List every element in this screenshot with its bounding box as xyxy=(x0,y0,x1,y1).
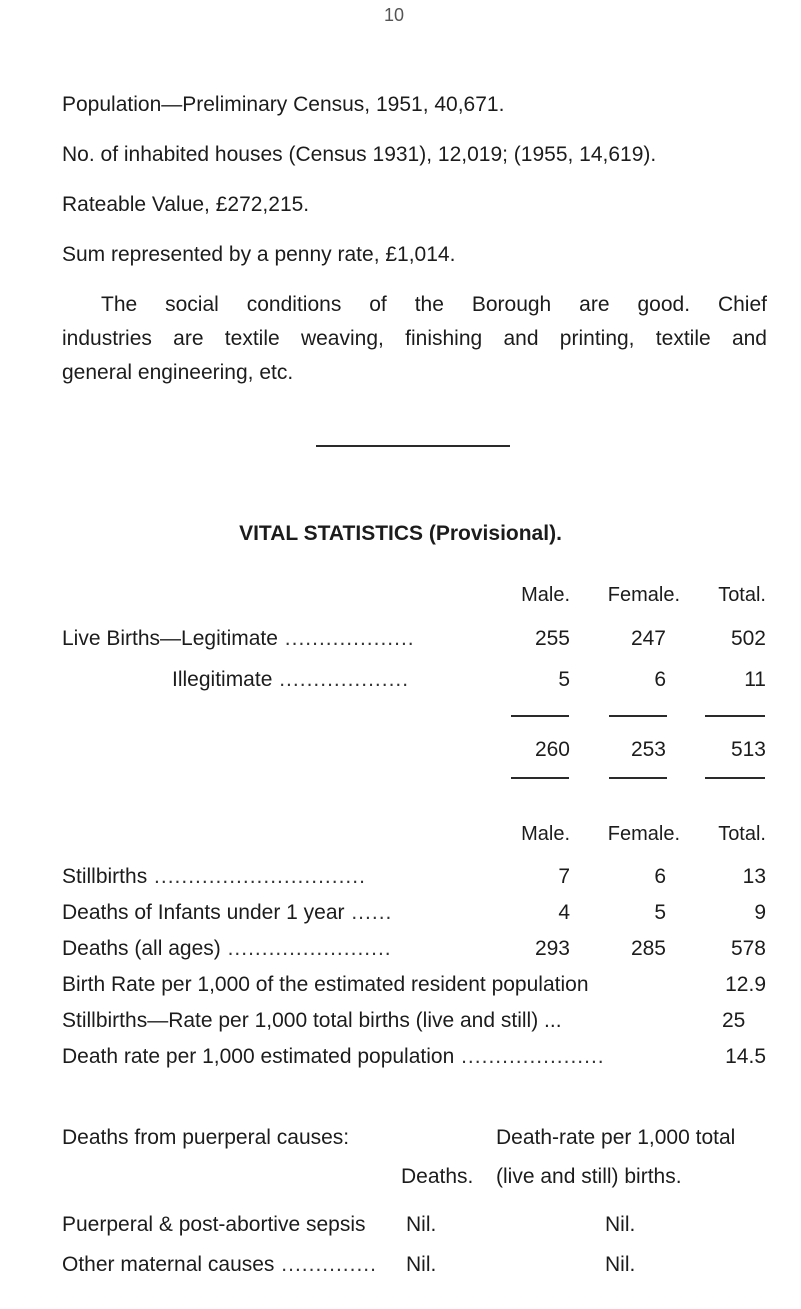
sum-rule-total-bottom xyxy=(705,777,765,779)
illegitimate-male: 5 xyxy=(558,668,570,691)
all-deaths-female: 285 xyxy=(630,937,666,960)
sum-rule-male-bottom xyxy=(511,777,569,779)
death-rate-label: Death rate per 1,000 estimated population ..................... xyxy=(62,1045,605,1068)
vital-statistics-title: VITAL STATISTICS (Provisional). xyxy=(239,522,562,545)
illegitimate-female: 6 xyxy=(654,668,666,691)
sepsis-deaths: Nil. xyxy=(406,1213,437,1236)
births-total-male: 260 xyxy=(534,738,570,761)
infant-deaths-total: 9 xyxy=(754,901,766,924)
infant-deaths-female: 5 xyxy=(654,901,666,924)
rateable-value-line: Rateable Value, £272,215. xyxy=(62,193,310,216)
header-female: Female. xyxy=(607,584,680,606)
stillbirths-total: 13 xyxy=(742,865,766,888)
all-deaths-total: 578 xyxy=(730,937,766,960)
houses-line: No. of inhabited houses (Census 1931), 12,019; (1955, 14,619). xyxy=(62,143,657,166)
births-total-total: 513 xyxy=(730,738,766,761)
header-male: Male. xyxy=(521,584,570,606)
illegitimate-label: Illegitimate ................... xyxy=(172,668,410,691)
social-conditions-line-1: The social conditions of the Borough are good. Chief xyxy=(101,293,767,316)
puerperal-rate-heading-1: Death-rate per 1,000 total xyxy=(496,1126,736,1149)
stillbirth-rate-label: Stillbirths—Rate per 1,000 total births (live and still) ... xyxy=(62,1009,562,1032)
sum-rule-female-bottom xyxy=(609,777,667,779)
population-line: Population—Preliminary Census, 1951, 40,671. xyxy=(62,93,505,116)
stillbirths-label: Stillbirths ............................... xyxy=(62,865,366,888)
sepsis-label: Puerperal & post-abortive sepsis xyxy=(62,1213,366,1236)
illegitimate-total: 11 xyxy=(744,668,766,691)
birth-rate-value: 12.9 xyxy=(725,973,766,996)
other-maternal-rate: Nil. xyxy=(605,1253,636,1276)
live-births-legitimate-label: Live Births—Legitimate ................... xyxy=(62,627,415,650)
header-total-2: Total. xyxy=(718,823,766,845)
birth-rate-label: Birth Rate per 1,000 of the estimated resident population xyxy=(62,973,589,996)
other-maternal-label: Other maternal causes .............. xyxy=(62,1253,377,1276)
penny-rate-line: Sum represented by a penny rate, £1,014. xyxy=(62,243,456,266)
puerperal-deaths-heading: Deaths. xyxy=(401,1165,474,1188)
sum-rule-female-top xyxy=(609,715,667,717)
stillbirths-female: 6 xyxy=(654,865,666,888)
stillbirths-male: 7 xyxy=(558,865,570,888)
other-maternal-deaths: Nil. xyxy=(406,1253,437,1276)
puerperal-heading: Deaths from puerperal causes: xyxy=(62,1126,350,1149)
social-conditions-line-2: industries are textile weaving, finishing and printing, textile and xyxy=(62,327,767,350)
death-rate-value: 14.5 xyxy=(725,1045,766,1068)
sepsis-rate: Nil. xyxy=(605,1213,636,1236)
infant-deaths-male: 4 xyxy=(558,901,570,924)
births-total-female: 253 xyxy=(630,738,666,761)
page-number: 10 xyxy=(384,5,405,25)
sum-rule-total-top xyxy=(705,715,765,717)
header-total: Total. xyxy=(718,584,766,606)
infant-deaths-label: Deaths of Infants under 1 year ...... xyxy=(62,901,393,924)
stillbirth-rate-value: 25 xyxy=(722,1009,746,1032)
social-conditions-line-3: general engineering, etc. xyxy=(62,361,294,384)
section-divider xyxy=(316,445,510,447)
all-deaths-male: 293 xyxy=(534,937,570,960)
legitimate-female: 247 xyxy=(630,627,666,650)
puerperal-rate-heading-2: (live and still) births. xyxy=(496,1165,682,1188)
header-male-2: Male. xyxy=(521,823,570,845)
legitimate-male: 255 xyxy=(534,627,570,650)
sum-rule-male-top xyxy=(511,715,569,717)
all-deaths-label: Deaths (all ages) ........................ xyxy=(62,937,392,960)
legitimate-total: 502 xyxy=(730,627,766,650)
header-female-2: Female. xyxy=(607,823,680,845)
